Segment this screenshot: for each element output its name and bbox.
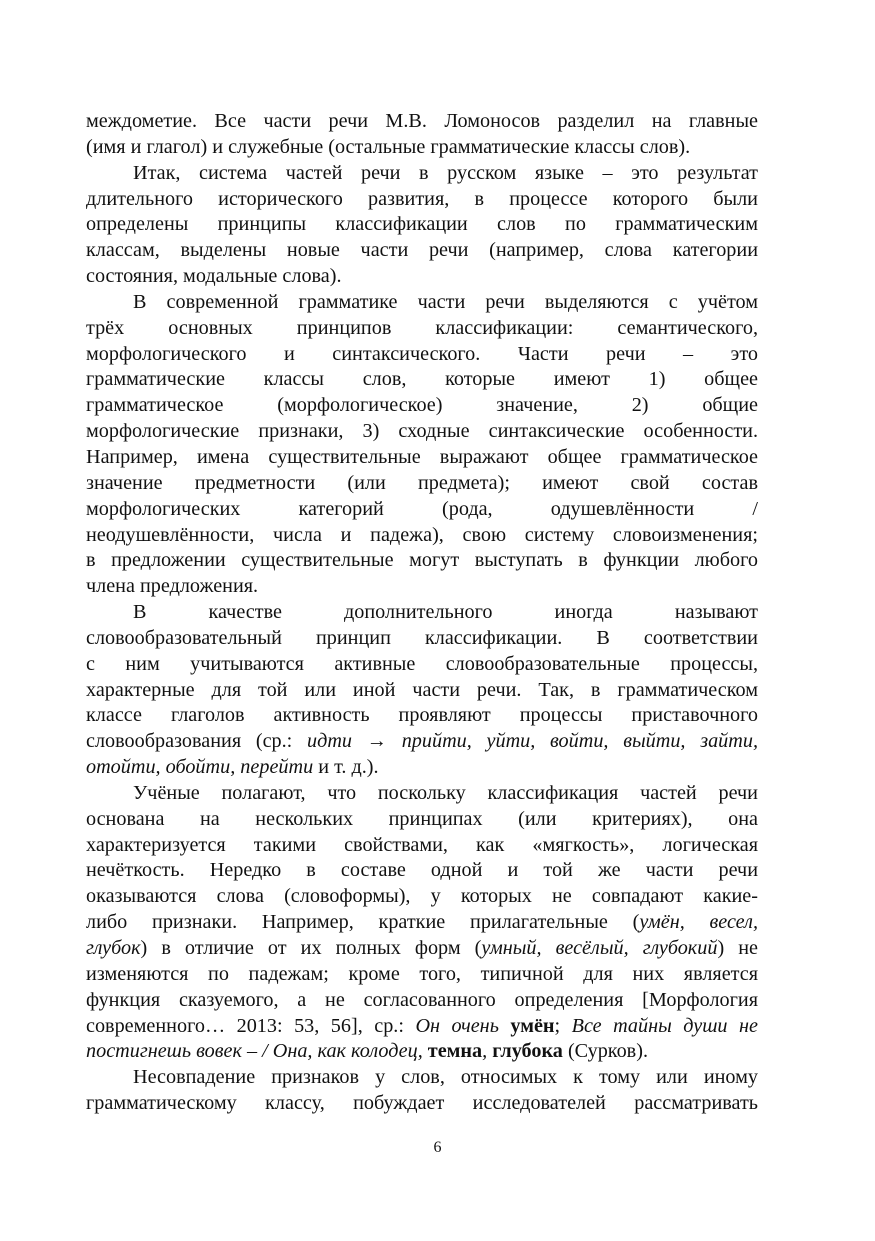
text-run: Учёные полагают, что поскольку классификация частей речи [133, 781, 758, 804]
text-line [86, 574, 758, 600]
text-line [86, 264, 758, 290]
text-run: грамматическое (морфологическое) значение, 2) общие [86, 394, 758, 417]
text-run: определены принципы классификации слов по грамматическим [86, 213, 758, 236]
text-line [86, 858, 758, 884]
text-run: с ним учитываются активные словообразовательные процессы, [86, 652, 758, 675]
text-line [86, 290, 758, 316]
text-run: (имя и глагол) и служебные (остальные грамматические классы слов). [86, 135, 691, 158]
text-line [86, 1065, 758, 1091]
text-run: ) в отличие от их полных форм ( [140, 937, 482, 959]
page-number: 6 [433, 1139, 442, 1156]
text-line [86, 910, 758, 936]
italic-text-run: постигнешь вовек – / Она, как колодец, [86, 1040, 428, 1063]
text-line [86, 212, 758, 238]
text-line [86, 729, 758, 755]
text-run: словообразования (ср.: [86, 730, 308, 753]
text-run: длительного исторического развития, в процессе которого были [86, 187, 758, 210]
text-line [86, 755, 758, 781]
text-line [86, 497, 758, 523]
text-run: характеризуется такими свойствами, как «мягкость», логическая [86, 833, 758, 856]
italic-text-run: умён, весел, [639, 911, 758, 934]
text-run: в предложении существительные могут выступать в функции любого [86, 549, 758, 572]
text-run: Несовпадение признаков у слов, относимых к тому или иному [133, 1066, 758, 1089]
text-run: либо признаки. Например, краткие прилагательные ( [86, 911, 640, 934]
text-run: основана на нескольких принципах (или критериях), она [86, 807, 758, 830]
text-line [86, 962, 758, 988]
text-line [86, 238, 758, 264]
text-run: оказываются слова (словоформы), у которых не совпадают какие- [86, 885, 758, 908]
text-line [86, 187, 758, 213]
text-line [86, 342, 758, 368]
document-page-body [86, 109, 758, 1117]
text-line [86, 781, 758, 807]
text-run: грамматическому классу, побуждает исследователей рассматривать [86, 1092, 758, 1115]
text-line [86, 316, 758, 342]
text-run: классе глаголов активность проявляют процессы приставочного [86, 704, 758, 727]
text-run: классам, выделены новые части речи (например, слова категории [86, 239, 758, 262]
text-run: состояния, модальные слова). [86, 265, 342, 288]
text-run: характерные для той или иной части речи. Так, в грамматическом [86, 678, 758, 701]
text-run: Итак, система частей речи в русском языке – это результат [133, 161, 758, 184]
italic-text-run: , [482, 1040, 493, 1063]
text-run: морфологического и синтаксического. Части речи – это [86, 342, 758, 365]
text-line [86, 445, 758, 471]
text-run: грамматические классы слов, которые имеют 1) общее [86, 368, 758, 391]
text-line [86, 523, 758, 549]
text-line [86, 109, 758, 135]
text-run: Например, имена существительные выражают общее грамматическое [86, 445, 758, 468]
text-run: морфологических категорий (рода, одушевлённости / [86, 497, 758, 520]
text-line [86, 471, 758, 497]
text-line [86, 936, 758, 962]
text-run: ; [554, 1014, 572, 1037]
text-line [86, 833, 758, 859]
text-run: нечёткость. Нередко в составе одной и той же части речи [86, 859, 758, 882]
bold-text-run: темна [427, 1040, 483, 1063]
text-run: междометие. Все части речи М.В. Ломоносов разделил на главные [86, 110, 758, 132]
italic-text-run: отойти, обойти, перейти [86, 756, 314, 779]
text-run: словообразовательный принцип классификации. В соответствии [86, 626, 758, 649]
text-line [86, 1014, 758, 1040]
text-run: значение предметности (или предмета); имеют свой состав [86, 471, 758, 494]
text-run: и т. д.). [313, 756, 379, 779]
italic-text-run: Он очень [415, 1014, 511, 1037]
text-line [86, 600, 758, 626]
text-run: (Сурков). [562, 1040, 648, 1063]
text-line [86, 419, 758, 445]
text-run: морфологические признаки, 3) сходные синтаксические особенности. [86, 420, 758, 443]
text-line [86, 548, 758, 574]
text-line [86, 1091, 758, 1117]
text-line [86, 135, 758, 161]
italic-text-run: глубок [86, 937, 141, 959]
text-run: члена предложения. [86, 575, 259, 598]
text-run: В современной грамматике части речи выделяются с учётом [133, 290, 758, 313]
italic-text-run: идти → прийти, уйти, войти, выйти, зайти, [307, 730, 758, 753]
text-line [86, 393, 758, 419]
text-line [86, 367, 758, 393]
text-run: современного… 2013: 53, 56], ср.: [86, 1014, 416, 1037]
text-run: изменяются по падежам; кроме того, типичной для них является [86, 962, 758, 985]
text-line [86, 161, 758, 187]
text-line [86, 626, 758, 652]
text-line [86, 807, 758, 833]
text-line [86, 703, 758, 729]
italic-text-run: Все тайны души не [571, 1014, 758, 1037]
italic-text-run: умный, весёлый, глубокий [481, 937, 718, 959]
text-line [86, 678, 758, 704]
text-run: трёх основных принципов классификации: семантического, [86, 316, 758, 339]
bold-text-run: глубока [492, 1040, 563, 1063]
text-line [86, 1039, 758, 1065]
text-line [86, 652, 758, 678]
text-run: функция сказуемого, а не согласованного определения [Морфология [86, 988, 758, 1011]
text-line [86, 988, 758, 1014]
text-line [86, 884, 758, 910]
text-run: неодушевлённости, числа и падежа), свою систему словоизменения; [86, 523, 758, 546]
bold-text-run: умён [510, 1014, 555, 1037]
text-run: ) не [717, 937, 758, 959]
text-run: В качестве дополнительного иногда называют [133, 601, 758, 624]
